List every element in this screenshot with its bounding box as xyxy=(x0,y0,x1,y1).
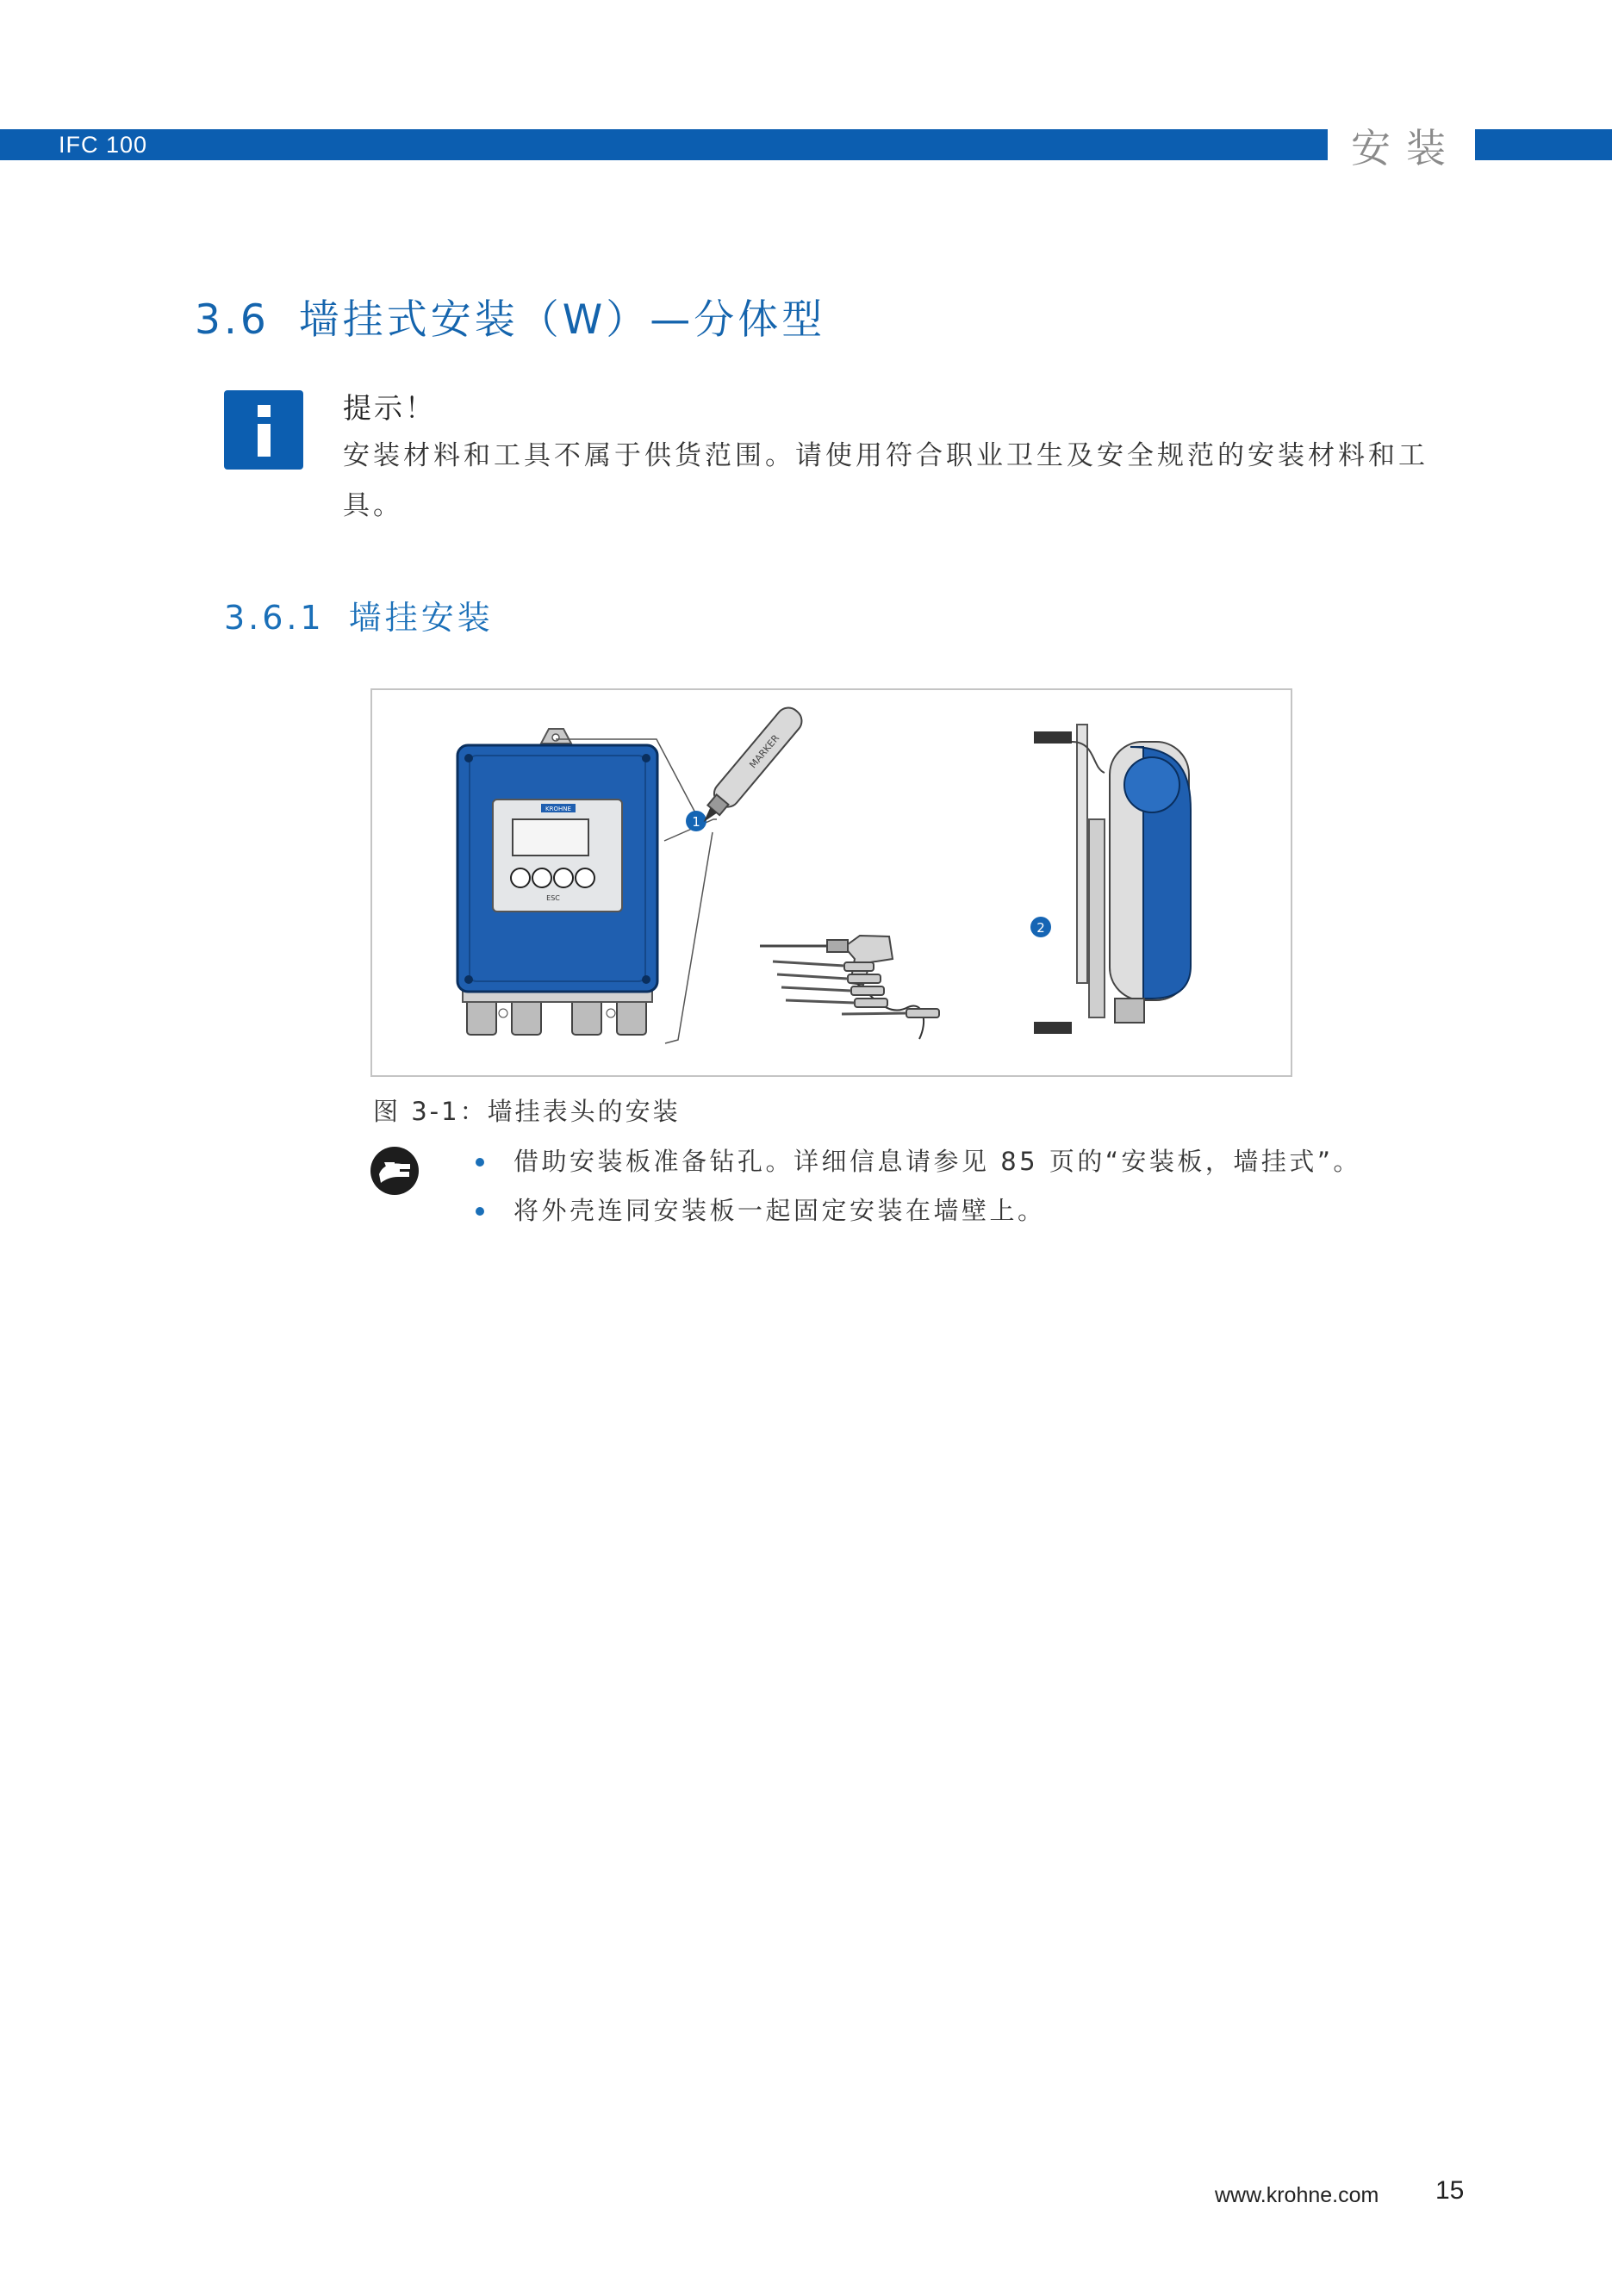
installation-figure xyxy=(370,688,1292,1077)
callout-2: 2 xyxy=(1036,920,1045,936)
section-title: 墙挂式安装（W）—分体型 xyxy=(298,296,826,344)
instruction-text: 借助安装板准备钻孔。详细信息请参见 85 页的“安装板，墙挂式”。 xyxy=(513,1147,1361,1176)
callout-1: 1 xyxy=(692,814,700,830)
note-body: 安装材料和工具不属于供货范围。请使用符合职业卫生及安全规范的安装材料和工具。 xyxy=(343,440,1428,521)
instruction-text: 将外壳连同安装板一起固定安装在墙壁上。 xyxy=(513,1196,1046,1225)
wall-mount-side-view xyxy=(1034,725,1191,1034)
hand-action-icon xyxy=(369,1145,420,1197)
marker-label: MARKER xyxy=(747,732,782,771)
header-bar-right xyxy=(1475,129,1612,160)
subsection-number: 3.6.1 xyxy=(224,599,325,637)
instruction-item xyxy=(472,1137,1361,1186)
bullet-dot xyxy=(476,1207,484,1216)
instruction-item xyxy=(472,1186,1361,1235)
page-number: 15 xyxy=(1435,2176,1465,2205)
section-heading xyxy=(195,288,825,345)
note-title: 提示！ xyxy=(343,391,436,425)
header-chapter-title: 安装 xyxy=(1351,125,1461,171)
device-brand-label: KROHNE xyxy=(545,806,571,812)
footer-url[interactable]: www.krohne.com xyxy=(1215,2183,1379,2207)
header-product-name: IFC 100 xyxy=(59,132,148,158)
header-bar-left xyxy=(0,129,1328,160)
installation-illustration xyxy=(372,690,1292,1077)
figure-caption: 图 3-1：墙挂表头的安装 xyxy=(373,1097,681,1126)
info-icon xyxy=(224,390,303,470)
section-number: 3.6 xyxy=(195,296,270,344)
bullet-dot xyxy=(476,1158,484,1167)
display-keys-label: ESC xyxy=(546,894,560,902)
instruction-list xyxy=(472,1137,1361,1235)
subsection-heading xyxy=(224,591,494,638)
subsection-title: 墙挂安装 xyxy=(348,599,494,637)
